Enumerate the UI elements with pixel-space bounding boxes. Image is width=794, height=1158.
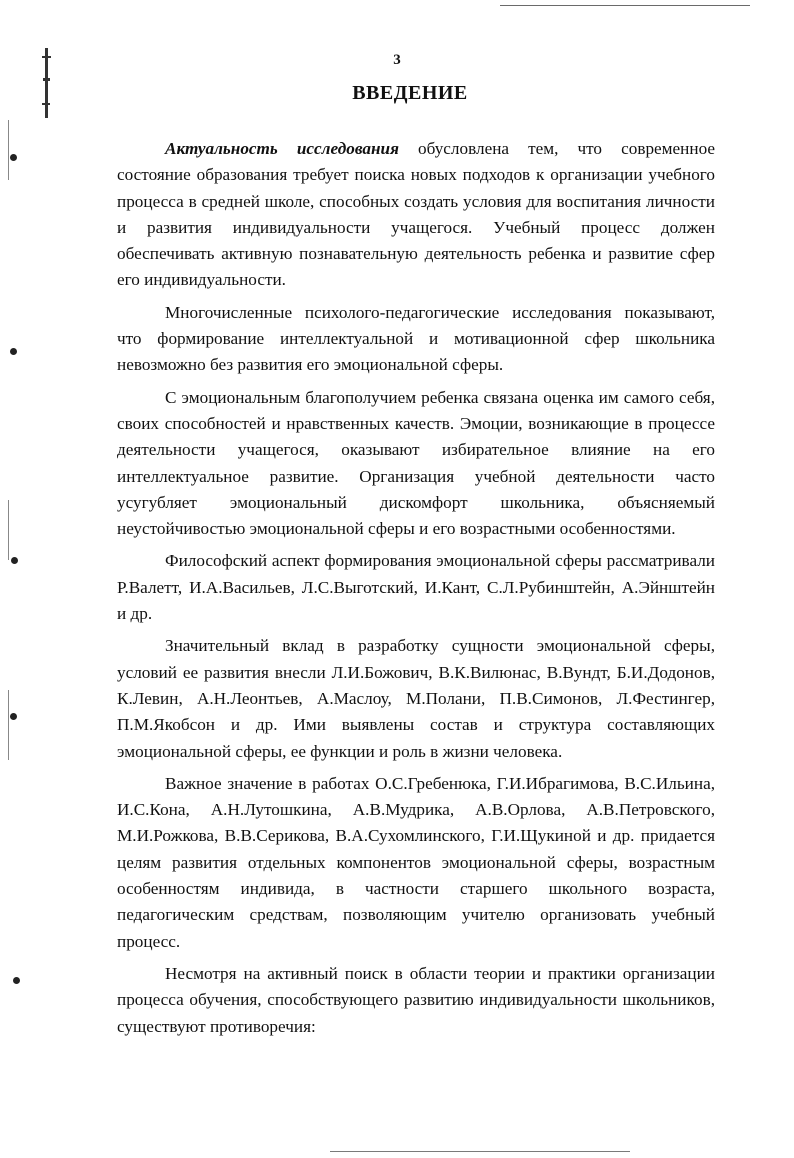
paragraph-relevance xyxy=(117,136,715,294)
paragraph-lead: Актуальность исследования xyxy=(165,139,399,158)
punch-hole-dot xyxy=(10,154,17,161)
page-number: 3 xyxy=(393,52,401,68)
paragraph: Значительный вклад в разработку сущности эмоциональной сферы, условий ее развития внесли Л.И.Божович, В.К.Вилюнас, В.Вундт, Б.И.Додонов, К.Левин, А.Н.Леонтьев, А.Маслоу, М.Полани, П.В.Симонов, Л.Фестингер, П.М.Якобсон и др. Ими выявлены состав и структура составляющих эмоциональной сферы, ее функции и роль в жизни человека. xyxy=(117,636,715,761)
scan-edge-line-left xyxy=(8,120,9,180)
punch-hole-dot xyxy=(10,713,17,720)
scan-edge-line-left xyxy=(8,690,9,760)
paragraph: Несмотря на активный поиск в области теории и практики организации процесса обучения, способствующего развитию индивидуальности школьников, существуют противоречия: xyxy=(117,963,715,1036)
body-text xyxy=(117,136,715,1046)
page-title: ВВЕДЕНИЕ xyxy=(352,82,468,104)
punch-hole-dot xyxy=(13,977,20,984)
paragraph: Философский аспект формирования эмоциональной сферы рассматривали Р.Валетт, И.А.Васильев, Л.С.Выготский, И.Кант, С.Л.Рубинштейн, А.Эйнштейн и др. xyxy=(117,551,715,624)
scan-edge-line-bottom xyxy=(330,1151,630,1152)
paragraph: Важное значение в работах О.С.Гребенюка, Г.И.Ибрагимова, В.С.Ильина, И.С.Кона, А.Н.Лутошкина, А.В.Мудрика, А.В.Орлова, А.В.Петровского, М.И.Рожкова, В.В.Серикова, В.А.Сухомлинского, Г.И.Щукиной и др. придается целям развития отдельных компонентов эмоциональной сферы, возрастным особенностям индивида, в частности старшего школьного возраста, педагогическим средствам, позволяющим учителю организовать учебный процесс. xyxy=(117,773,715,951)
punch-hole-dot xyxy=(10,348,17,355)
paragraph: Многочисленные психолого-педагогические исследования показывают, что формирование интеллектуальной и мотивационной сфер школьника невозможно без развития его эмоциональной сферы. xyxy=(117,302,715,375)
punch-hole-dot xyxy=(11,557,18,564)
scan-edge-line-left xyxy=(8,500,9,560)
scan-edge-line-top xyxy=(500,5,750,6)
paragraph: С эмоциональным благополучием ребенка связана оценка им самого себя, своих способностей и нравственных качеств. Эмоции, возникающие в процессе деятельности учащегося, оказывают избирательное влияние на его интеллектуальное развитие. Организация учебной деятельности часто усугубляет эмоциональный дискомфорт школьника, объясняемый неустойчивостью эмоциональной сферы и его возрастными особенностями. xyxy=(117,387,715,539)
paragraph-text: обусловлена тем, что современное состояние образования требует поиска новых подходов к организации учебного процесса в средней школе, способных создать условия для воспитания личности и развития индивидуальности учащегося. Учебный процесс должен обеспечивать активную познавательную деятельность ребенка и развитие сфер его индивидуальности. xyxy=(117,139,716,290)
